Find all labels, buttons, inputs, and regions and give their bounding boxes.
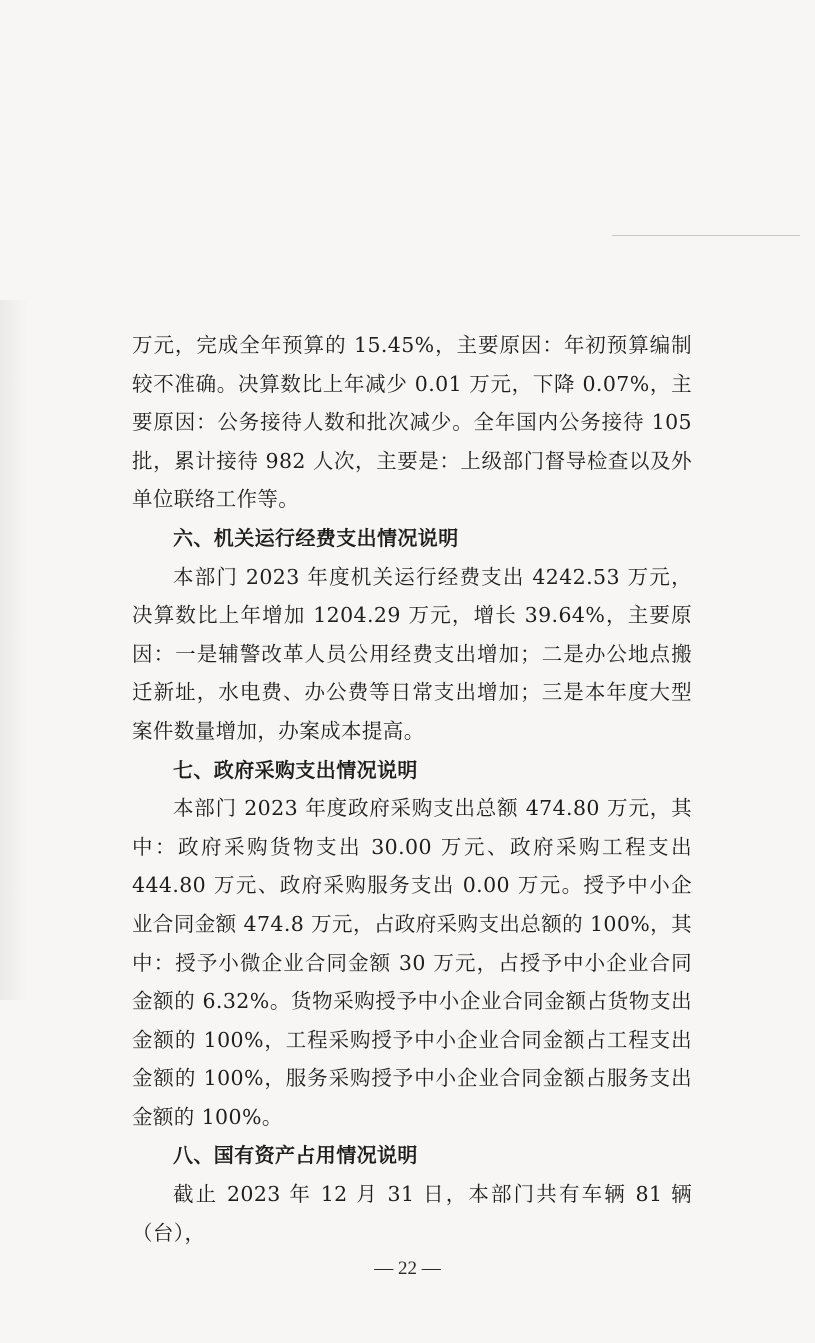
scan-edge-shadow	[0, 300, 28, 1000]
header-rule	[612, 235, 800, 236]
section-heading-6: 六、机关运行经费支出情况说明	[173, 525, 459, 550]
section-heading-7: 七、政府采购支出情况说明	[173, 757, 418, 782]
section-body-8: 截止 2023 年 12 月 31 日，本部门共有车辆 81 辆（台），	[132, 1182, 692, 1245]
section-body-7: 本部门 2023 年度政府采购支出总额 474.80 万元，其中：政府采购货物支出 30.00 万元、政府采购工程支出 444.80 万元、政府采购服务支出 0.00 万元。授予中小企业合同金额 474.8 万元，占政府采购支出总额的 100%，其中：授予小微企业合同金额 30 万元，占授予中小企业合同金额的 6.32%。货物采购授予中小企业合同金额占货物支出金额的 100%，工程采购授予中小企业合同金额占工程支出金额的 100%，服务采购授予中小企业合同金额占服务支出金额的 100%。	[132, 796, 692, 1129]
page-number: — 22 —	[374, 1258, 441, 1279]
section-body-6: 本部门 2023 年度机关运行经费支出 4242.53 万元，决算数比上年增加 1204.29 万元，增长 39.64%，主要原因：一是辅警改革人员公用经费支出增加；二是办公地点搬迁新址，水电费、办公费等日常支出增加；三是本年度大型案件数量增加，办案成本提高。	[132, 564, 692, 743]
continuation-paragraph: 万元，完成全年预算的 15.45%，主要原因：年初预算编制较不准确。决算数比上年减少 0.01 万元，下降 0.07%，主要原因：公务接待人数和批次减少。全年国内公务接待 105 批，累计接待 982 人次，主要是：上级部门督导检查以及外单位联络工作等。	[132, 333, 692, 512]
section-heading-8: 八、国有资产占用情况说明	[173, 1143, 418, 1168]
document-body	[132, 326, 692, 1252]
